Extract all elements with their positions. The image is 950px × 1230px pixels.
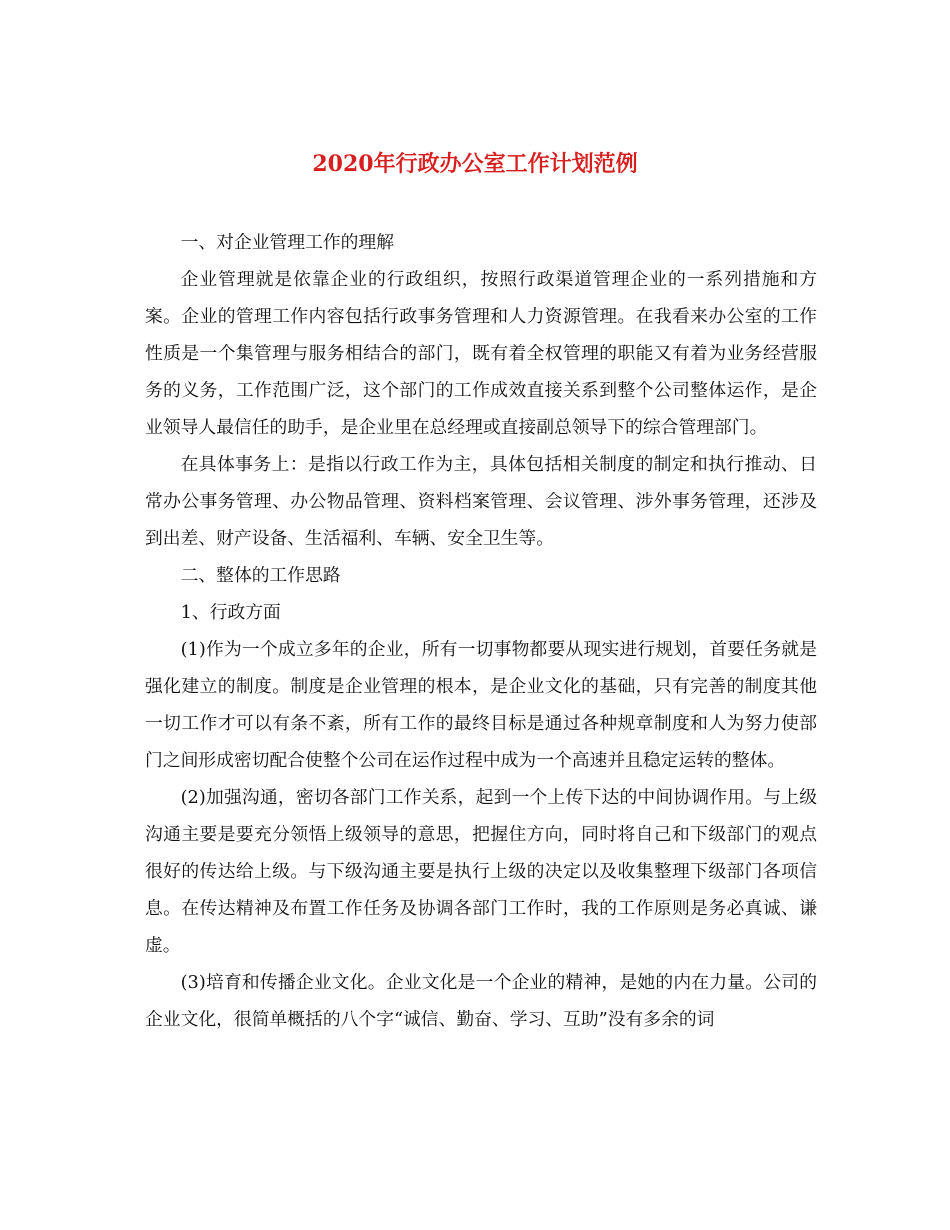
paragraph: 在具体事务上：是指以行政工作为主，具体包括相关制度的制定和执行推动、日常办公事务管理、办公物品管理、资料档案管理、会议管理、涉外事务管理，还涉及到出差、财产设备、生活福利、车辆、安全卫生等。 xyxy=(145,454,817,549)
subsection-heading: 1、行政方面 xyxy=(180,602,281,623)
paragraph: (1)作为一个成立多年的企业，所有一切事物都要从现实进行规划，首要任务就是强化建立的制度。制度是企业管理的根本，是企业文化的基础，只有完善的制度其他一切工作才可以有条不紊，所有工作的最终目标是通过各种规章制度和人为努力使部门之间形成密切配合使整个公司在运作过程中成为一个高速并且稳定运转的整体。 xyxy=(145,639,817,771)
document-body xyxy=(145,224,817,1038)
section-heading-2: 二、整体的工作思路 xyxy=(180,565,341,586)
section-heading-1: 一、对企业管理工作的理解 xyxy=(180,232,394,253)
paragraph: (3)培育和传播企业文化。企业文化是一个企业的精神，是她的内在力量。公司的企业文化，很简单概括的八个字“诚信、勤奋、学习、互助”没有多余的词 xyxy=(145,972,817,1030)
paragraph: (2)加强沟通，密切各部门工作关系，起到一个上传下达的中间协调作用。与上级沟通主要是要充分领悟上级领导的意思，把握住方向，同时将自己和下级部门的观点很好的传达给上级。与下级沟通主要是执行上级的决定以及收集整理下级部门各项信息。在传达精神及布置工作任务及协调各部门工作时，我的工作原则是务必真诚、谦虚。 xyxy=(145,787,817,956)
paragraph: 企业管理就是依靠企业的行政组织，按照行政渠道管理企业的一系列措施和方案。企业的管理工作内容包括行政事务管理和人力资源管理。在我看来办公室的工作性质是一个集管理与服务相结合的部门，既有着全权管理的职能又有着为业务经营服务的义务，工作范围广泛，这个部门的工作成效直接关系到整个公司整体运作，是企业领导人最信任的助手，是企业里在总经理或直接副总领导下的综合管理部门。 xyxy=(145,269,817,438)
document-title: 2020年行政办公室工作计划范例 xyxy=(312,151,638,177)
